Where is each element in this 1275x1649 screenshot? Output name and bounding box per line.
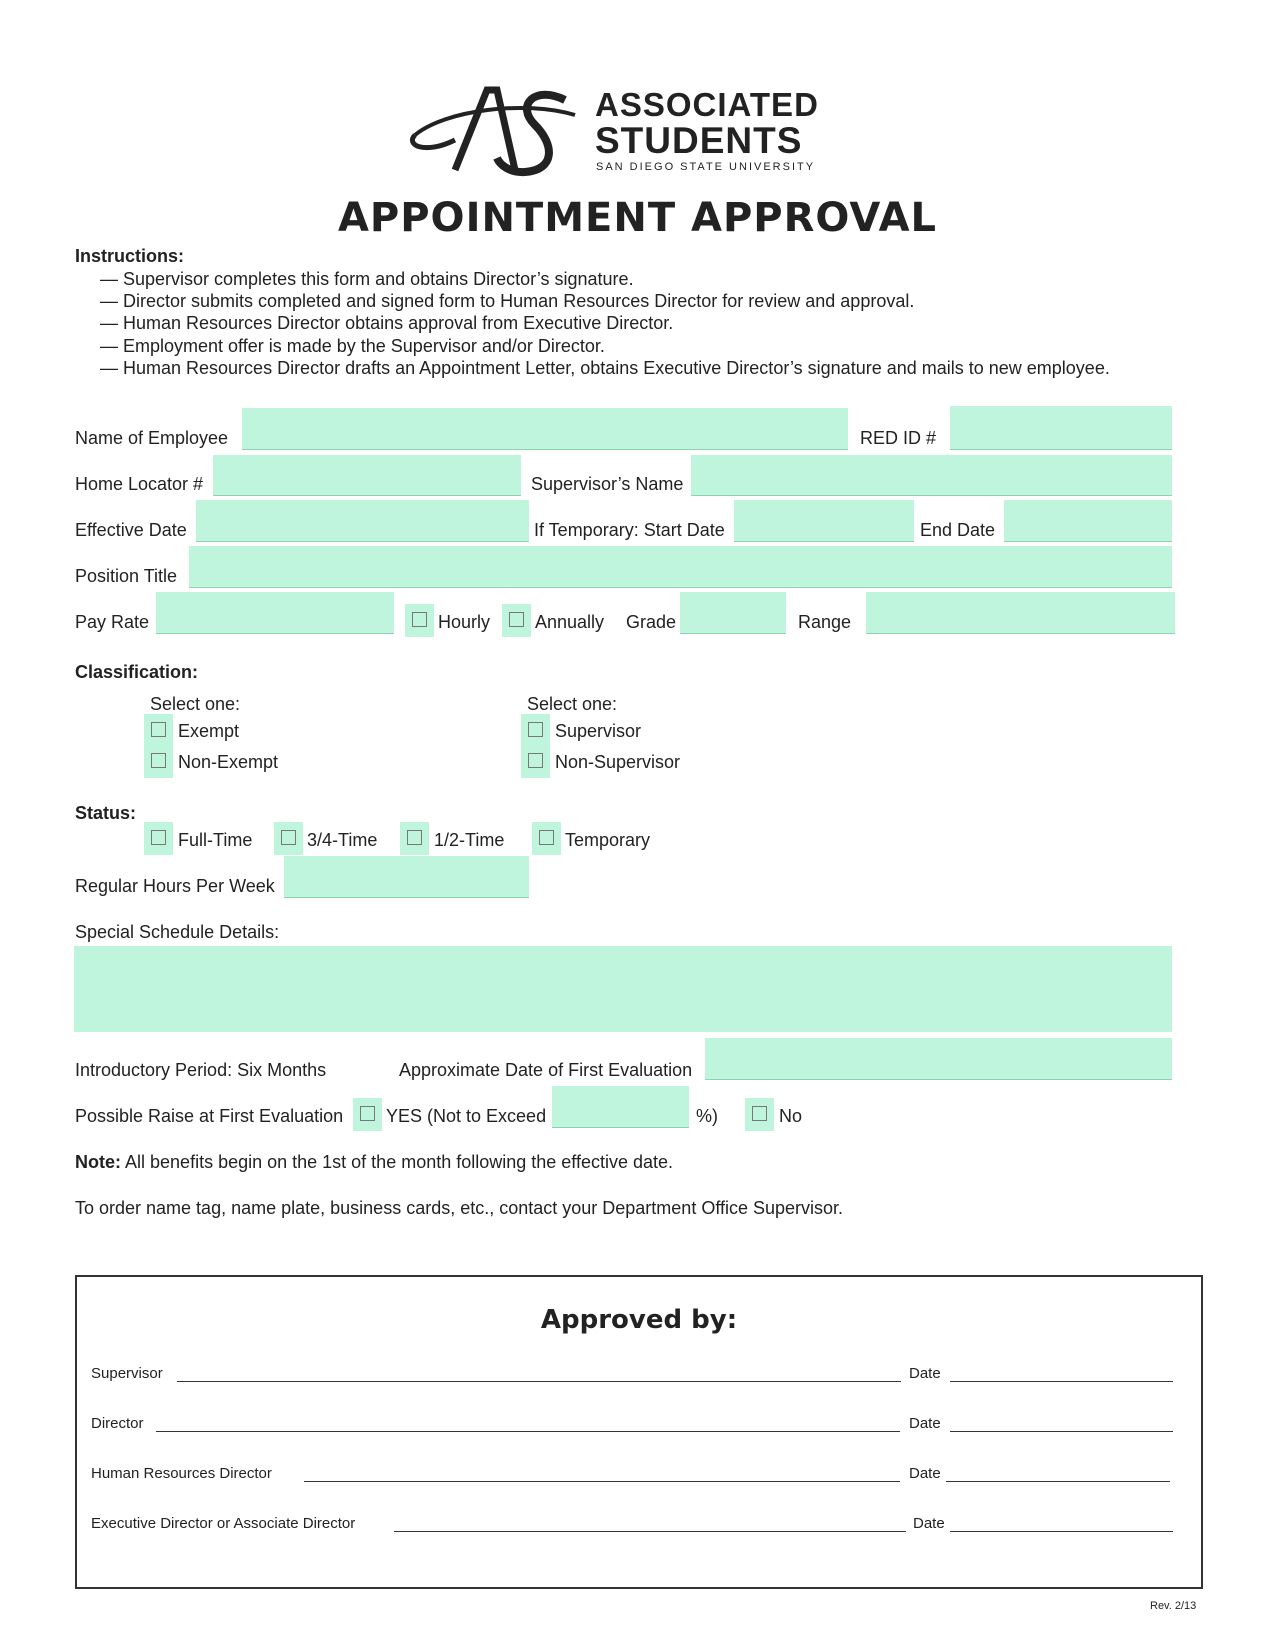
raise-no-checkbox[interactable] <box>745 1098 774 1131</box>
classification-heading: Classification: <box>75 662 199 682</box>
half-time-checkbox[interactable] <box>400 822 429 855</box>
logo-line3: SAN DIEGO STATE UNIVERSITY <box>596 161 816 173</box>
checkbox-box <box>412 612 427 627</box>
raise-yes-checkbox[interactable] <box>353 1098 382 1131</box>
temp-start-date-label: If Temporary: Start Date <box>534 520 725 540</box>
logo <box>405 80 825 180</box>
status-heading: Status: <box>75 803 137 823</box>
supervisor-checkbox[interactable] <box>521 714 550 747</box>
range-field[interactable] <box>866 592 1175 634</box>
note-label: Note: <box>75 1152 121 1172</box>
supervisor-date-line[interactable] <box>950 1381 1173 1382</box>
non-supervisor-label: Non-Supervisor <box>555 752 681 772</box>
instruction-item: — Employment offer is made by the Supervisor and/or Director. <box>100 336 605 356</box>
half-time-label: 1/2-Time <box>434 830 505 850</box>
select-one-label: Select one: <box>527 694 618 714</box>
position-title-field[interactable] <box>189 546 1172 588</box>
grade-label: Grade <box>626 612 677 632</box>
hr-director-signature-line[interactable] <box>304 1481 900 1482</box>
red-id-label: RED ID # <box>860 428 937 448</box>
end-date-label: End Date <box>920 520 996 540</box>
exempt-label: Exempt <box>178 721 240 741</box>
pay-rate-label: Pay Rate <box>75 612 150 632</box>
position-title-label: Position Title <box>75 566 178 586</box>
executive-director-date-line[interactable] <box>950 1531 1173 1532</box>
revision-label: Rev. 2/13 <box>1150 1600 1197 1612</box>
end-date-field[interactable] <box>1004 500 1172 542</box>
temp-start-date-field[interactable] <box>734 500 914 542</box>
name-of-employee-field[interactable] <box>242 408 848 450</box>
regular-hours-field[interactable] <box>284 856 529 898</box>
logo-line1: ASSOCIATED <box>595 86 819 123</box>
instruction-item: — Human Resources Director drafts an Appointment Letter, obtains Executive Director’s signature and mails to new employee. <box>100 358 1110 378</box>
checkbox-box <box>509 612 524 627</box>
logo-line2: STUDENTS <box>595 120 803 161</box>
note-text: All benefits begin on the 1st of the month following the effective date. <box>125 1152 674 1172</box>
instruction-item: — Director submits completed and signed form to Human Resources Director for review and approval. <box>100 291 915 311</box>
hourly-checkbox[interactable] <box>405 604 434 637</box>
checkbox-box <box>528 722 543 737</box>
annually-label: Annually <box>535 612 605 632</box>
approver-label: Director <box>91 1415 144 1432</box>
instruction-item: — Human Resources Director obtains approval from Executive Director. <box>100 313 674 333</box>
approved-by-heading: Approved by: <box>540 1305 738 1335</box>
raise-no-label: No <box>779 1106 803 1126</box>
possible-raise-label: Possible Raise at First Evaluation <box>75 1106 344 1126</box>
non-exempt-checkbox[interactable] <box>144 745 173 778</box>
three-quarter-time-checkbox[interactable] <box>274 822 303 855</box>
full-time-label: Full-Time <box>178 830 253 850</box>
range-label: Range <box>798 612 852 632</box>
director-date-line[interactable] <box>950 1431 1173 1432</box>
director-signature-line[interactable] <box>156 1431 900 1432</box>
date-label: Date <box>909 1365 941 1382</box>
checkbox-box <box>281 830 296 845</box>
first-evaluation-label: Approximate Date of First Evaluation <box>399 1060 693 1080</box>
three-quarter-time-label: 3/4-Time <box>307 830 378 850</box>
instructions-heading: Instructions: <box>75 246 185 266</box>
annually-checkbox[interactable] <box>502 604 531 637</box>
instruction-item: — Supervisor completes this form and obtains Director’s signature. <box>100 269 634 289</box>
checkbox-box <box>360 1106 375 1121</box>
home-locator-field[interactable] <box>213 455 521 496</box>
non-exempt-label: Non-Exempt <box>178 752 279 772</box>
temporary-label: Temporary <box>565 830 651 850</box>
special-schedule-label: Special Schedule Details: <box>75 922 280 942</box>
approver-label: Human Resources Director <box>91 1465 272 1482</box>
supervisor-signature-line[interactable] <box>177 1381 901 1382</box>
approver-label: Supervisor <box>91 1365 163 1382</box>
supervisor-label: Supervisor <box>555 721 642 741</box>
red-id-field[interactable] <box>950 406 1172 450</box>
grade-field[interactable] <box>680 592 786 634</box>
benefits-note <box>75 1152 673 1172</box>
date-label: Date <box>913 1515 945 1532</box>
checkbox-box <box>752 1106 767 1121</box>
pay-rate-field[interactable] <box>156 592 394 634</box>
name-of-employee-label: Name of Employee <box>75 428 229 448</box>
supervisors-name-field[interactable] <box>691 455 1172 496</box>
checkbox-box <box>407 830 422 845</box>
regular-hours-label: Regular Hours Per Week <box>75 876 275 896</box>
checkbox-box <box>528 753 543 768</box>
executive-director-signature-line[interactable] <box>394 1531 906 1532</box>
non-supervisor-checkbox[interactable] <box>521 745 550 778</box>
full-time-checkbox[interactable] <box>144 822 173 855</box>
first-evaluation-field[interactable] <box>705 1038 1172 1080</box>
checkbox-box <box>151 722 166 737</box>
home-locator-label: Home Locator # <box>75 474 204 494</box>
raise-percent-field[interactable] <box>552 1086 689 1128</box>
effective-date-label: Effective Date <box>75 520 187 540</box>
hourly-label: Hourly <box>438 612 491 632</box>
hr-director-date-line[interactable] <box>946 1481 1170 1482</box>
temporary-checkbox[interactable] <box>532 822 561 855</box>
checkbox-box <box>539 830 554 845</box>
approval-box <box>75 1275 1203 1589</box>
special-schedule-field[interactable] <box>74 946 1172 1032</box>
effective-date-field[interactable] <box>196 500 529 542</box>
checkbox-box <box>151 830 166 845</box>
raise-yes-label: YES (Not to Exceed <box>386 1106 547 1126</box>
as-monogram-icon <box>405 80 585 180</box>
date-label: Date <box>909 1415 941 1432</box>
order-supplies-text: To order name tag, name plate, business cards, etc., contact your Department Office Supervisor. <box>75 1198 844 1218</box>
select-one-label: Select one: <box>150 694 241 714</box>
exempt-checkbox[interactable] <box>144 714 173 747</box>
checkbox-box <box>151 753 166 768</box>
page-title: APPOINTMENT APPROVAL <box>337 195 938 241</box>
supervisors-name-label: Supervisor’s Name <box>531 474 684 494</box>
date-label: Date <box>909 1465 941 1482</box>
raise-percent-suffix: %) <box>696 1106 718 1126</box>
introductory-period-text: Introductory Period: Six Months <box>75 1060 327 1080</box>
approver-label: Executive Director or Associate Director <box>91 1515 356 1532</box>
